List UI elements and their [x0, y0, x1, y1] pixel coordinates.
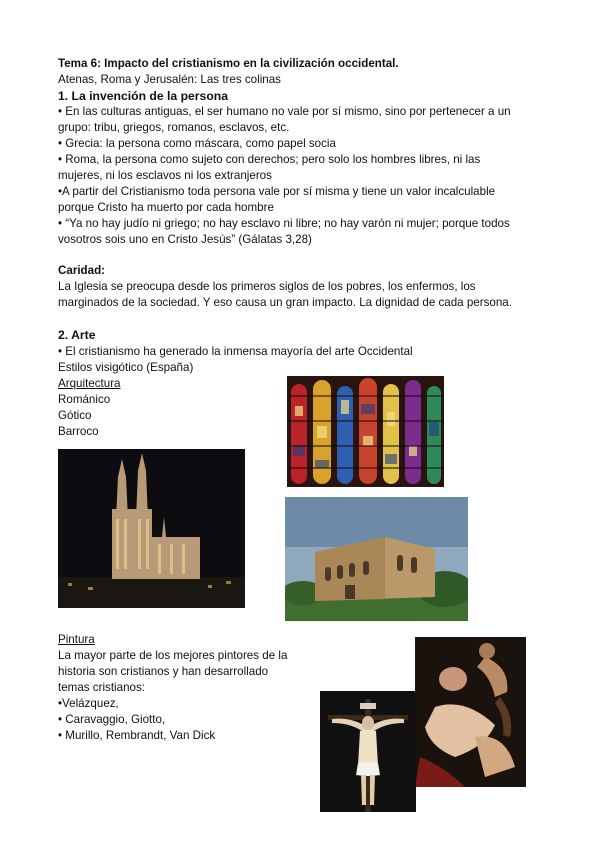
caridad-line: La Iglesia se preocupa desde los primeros siglos de los pobres, los enfermos, los	[58, 280, 476, 293]
pintura-line: • Caravaggio, Giotto,	[58, 713, 166, 726]
pintura-line: historia son cristianos y han desarrollado	[58, 665, 269, 678]
section2-line: • El cristianismo ha generado la inmensa mayoría del arte Occidental	[58, 345, 413, 358]
pintura-line: • Murillo, Rembrandt, Van Dick	[58, 729, 216, 742]
section1-line: •A partir del Cristianismo toda persona vale por sí misma y tiene un valor incalculable	[58, 185, 496, 198]
section2-line: Estilos visigótico (España)	[58, 361, 194, 374]
arquitectura-item: Barroco	[58, 425, 99, 438]
stained-glass-image	[287, 376, 444, 487]
section1-line: • En las culturas antiguas, el ser humano no vale por sí mismo, sino por pertenecer a un	[58, 105, 511, 118]
document-subtitle: Atenas, Roma y Jerusalén: Las tres colinas	[58, 73, 281, 86]
section1-line: mujeres, ni los esclavos ni los extranjeros	[58, 169, 272, 182]
document-title: Tema 6: Impacto del cristianismo en la civilización occidental.	[58, 57, 399, 70]
section1-heading: 1. La invención de la persona	[58, 89, 229, 103]
arquitectura-label: Arquitectura	[58, 377, 121, 390]
section1-line: grupo: tribu, griegos, romanos, esclavos, etc.	[58, 121, 290, 134]
section1-line: • “Ya no hay judío ni griego; no hay esclavo ni libre; no hay varón ni mujer; porque todos	[58, 217, 510, 230]
section1-line: porque Cristo ha muerto por cada hombre	[58, 201, 274, 214]
crucifixion-painting-image	[320, 691, 416, 812]
gothic-cathedral-image	[58, 449, 245, 608]
pintura-line: •Velázquez,	[58, 697, 119, 710]
pintura-line: La mayor parte de los mejores pintores de la	[58, 649, 288, 662]
pintura-label: Pintura	[58, 633, 95, 646]
arquitectura-item: Gótico	[58, 409, 92, 422]
section1-line: • Grecia: la persona como máscara, como papel socia	[58, 137, 336, 150]
section1-line: vosotros sois uno en Cristo Jesús” (Gálatas 3,28)	[58, 233, 312, 246]
caridad-line: marginados de la sociedad. Y eso causa un gran impacto. La dignidad de cada persona.	[58, 296, 512, 309]
caridad-heading: Caridad:	[58, 264, 106, 277]
section2-heading: 2. Arte	[58, 328, 96, 342]
section1-line: • Roma, la persona como sujeto con derechos; pero solo los hombres libres, ni las	[58, 153, 481, 166]
romanesque-church-image	[285, 497, 468, 621]
arquitectura-item: Románico	[58, 393, 111, 406]
caravaggio-painting-image	[415, 637, 526, 787]
pintura-line: temas cristianos:	[58, 681, 145, 694]
